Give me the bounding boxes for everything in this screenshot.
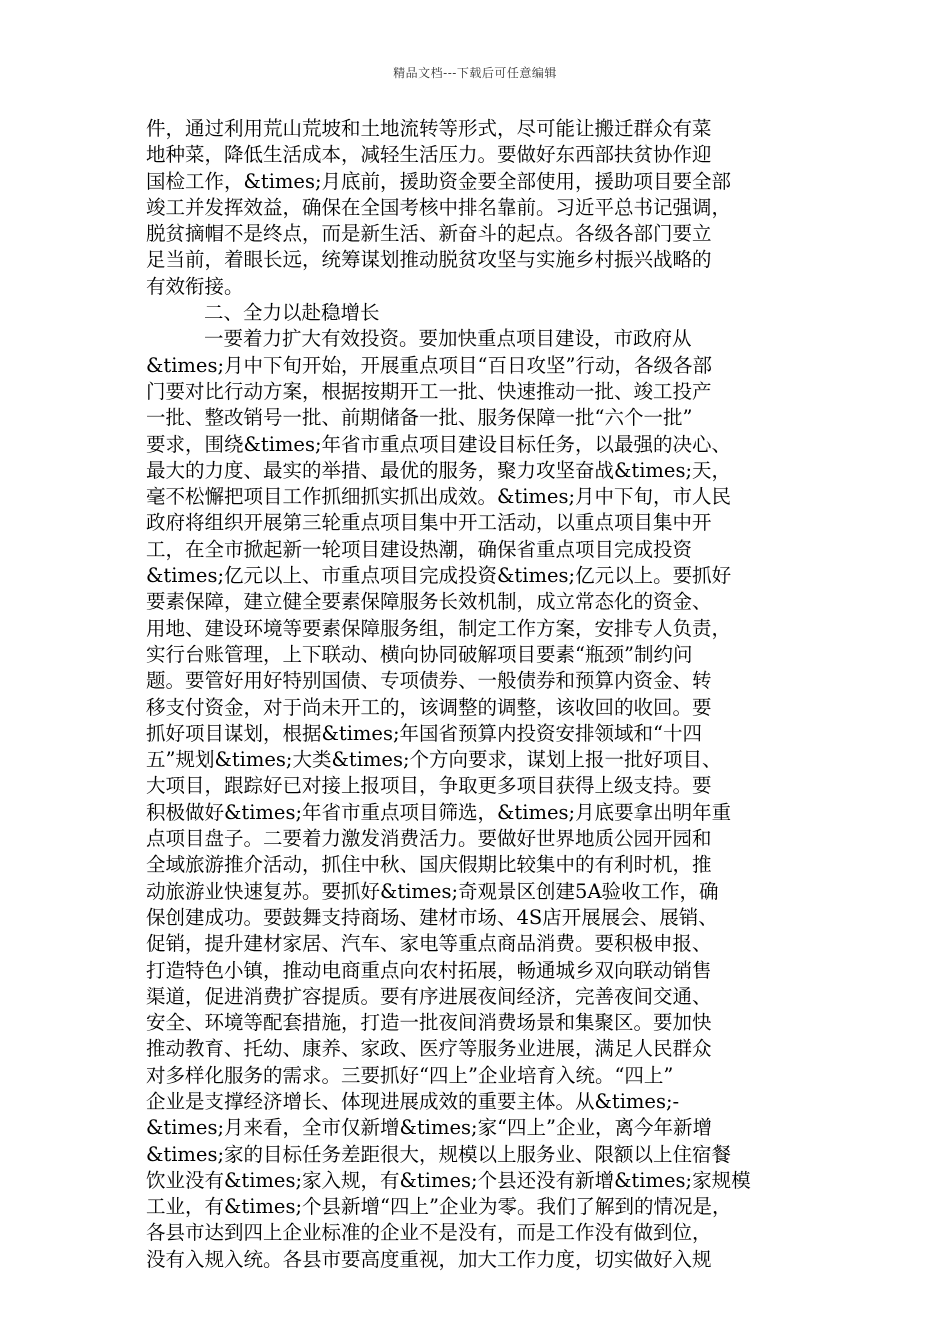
text-line: 竣工并发挥效益，确保在全国考核中排名靠前。习近平总书记强调，: [146, 195, 732, 219]
text-line: 饮业没有&times;家入规，有&times;个县还没有新增&times;家规模: [146, 1168, 751, 1192]
page-header: 精品文档---下载后可任意编辑: [393, 66, 557, 80]
text-line: 有效衔接。: [146, 274, 244, 298]
text-line: 动旅游业快速复苏。要抓好&times;奇观景区创建5A验收工作，确: [146, 879, 719, 903]
text-line: 企业是支撑经济增长、体现进展成效的重要主体。从&times;-: [146, 1089, 680, 1113]
text-line: 大项目，跟踪好已对接上报项目，争取更多项目获得上级支持。要: [146, 774, 712, 798]
text-line: 要求，围绕&times;年省市重点项目建设目标任务，以最强的决心、: [146, 432, 732, 456]
text-line: 积极做好&times;年省市重点项目筛选，&times;月底要拿出明年重: [146, 800, 732, 824]
text-line: 全域旅游推介活动，抓住中秋、国庆假期比较集中的有利时机，推: [146, 853, 712, 877]
text-line: &times;月中下旬开始，开展重点项目“百日攻坚”行动，各级各部: [146, 353, 712, 377]
paragraph-first-line: 一要着力扩大有效投资。要加快重点项目建设，市政府从: [204, 327, 692, 351]
text-line: 题。要管好用好特别国债、专项债券、一般债券和预算内资金、转: [146, 669, 712, 693]
text-line: 抓好项目谋划，根据&times;年国省预算内投资安排领域和“十四: [146, 721, 703, 745]
text-line: 各县市达到四上企业标准的企业不是没有，而是工作没有做到位，: [146, 1221, 712, 1245]
text-line: 国检工作，&times;月底前，援助资金要全部使用，援助项目要全部: [146, 169, 732, 193]
text-line: 打造特色小镇，推动电商重点向农村拓展，畅通城乡双向联动销售: [146, 958, 712, 982]
text-line: 五”规划&times;大类&times;个方向要求，谋划上报一批好项目、: [146, 748, 722, 772]
text-line: 毫不松懈把项目工作抓细抓实抓出成效。&times;月中下旬，市人民: [146, 485, 732, 509]
text-line: 点项目盘子。二要着力激发消费活力。要做好世界地质公园开园和: [146, 827, 712, 851]
text-line: 一批、整改销号一批、前期储备一批、服务保障一批“六个一批”: [146, 406, 693, 430]
text-line: 件，通过利用荒山荒坡和土地流转等形式，尽可能让搬迁群众有菜: [146, 117, 712, 140]
text-line: 渠道，促进消费扩容提质。要有序进展夜间经济，完善夜间交通、: [146, 984, 712, 1008]
text-line: 工，在全市掀起新一轮项目建设热潮，确保省重点项目完成投资: [146, 537, 693, 561]
text-line: 地种菜，降低生活成本，减轻生活压力。要做好东西部扶贫协作迎: [146, 143, 712, 167]
text-line: 推动教育、托幼、康养、家政、医疗等服务业进展，满足人民群众: [146, 1037, 712, 1061]
text-line: &times;亿元以上、市重点项目完成投资&times;亿元以上。要抓好: [146, 564, 732, 588]
text-line: 移支付资金，对于尚未开工的，该调整的调整，该收回的收回。要: [146, 695, 712, 719]
document-body: [146, 116, 821, 1273]
text-line: 用地、建设环境等要素保障服务组，制定工作方案，安排专人负责，: [146, 616, 732, 640]
section-heading: 二、全力以赴稳增长: [204, 301, 380, 325]
text-line: 门要对比行动方案，根据按期开工一批、快速推动一批、竣工投产: [146, 379, 712, 403]
text-line: 工业，有&times;个县新增“四上”企业为零。我们了解到的情况是，: [146, 1195, 732, 1219]
text-line: 实行台账管理，上下联动、横向协同破解项目要素“瓶颈”制约问: [146, 642, 693, 666]
text-line: 安全、环境等配套措施，打造一批夜间消费场景和集聚区。要加快: [146, 1011, 712, 1035]
text-line: 最大的力度、最实的举措、最优的服务，聚力攻坚奋战&times;天，: [146, 458, 732, 482]
text-line: 要素保障，建立健全要素保障服务长效机制，成立常态化的资金、: [146, 590, 712, 614]
text-line: 促销，提升建材家居、汽车、家电等重点商品消费。要积极申报、: [146, 932, 712, 956]
text-line: 没有入规入统。各县市要高度重视，加大工作力度，切实做好入规: [146, 1247, 712, 1271]
text-line: 足当前，着眼长远，统筹谋划推动脱贫攻坚与实施乡村振兴战略的: [146, 248, 712, 272]
text-line: 保创建成功。要鼓舞支持商场、建材市场、4S店开展展会、展销、: [146, 905, 718, 929]
text-line: 对多样化服务的需求。三要抓好“四上”企业培育入统。“四上”: [146, 1063, 674, 1087]
text-line: &times;月来看，全市仅新增&times;家“四上”企业，离今年新增: [146, 1116, 713, 1140]
text-line: 政府将组织开展第三轮重点项目集中开工活动，以重点项目集中开: [146, 511, 712, 535]
text-line: &times;家的目标任务差距很大，规模以上服务业、限额以上住宿餐: [146, 1142, 732, 1166]
text-line: 脱贫摘帽不是终点，而是新生活、新奋斗的起点。各级各部门要立: [146, 222, 712, 246]
